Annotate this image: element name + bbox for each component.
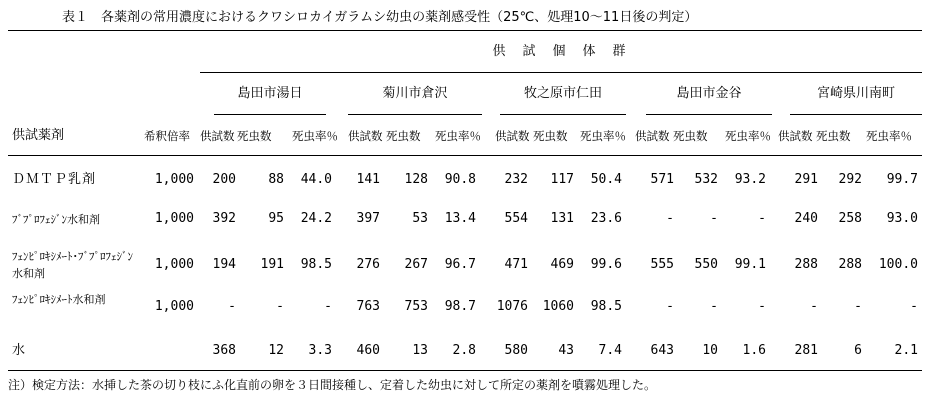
cell-rate: - bbox=[758, 211, 766, 226]
cell-rate: 13.4 bbox=[444, 211, 476, 226]
cell-rate: 2.1 bbox=[894, 343, 918, 358]
cell-rate: 99.1 bbox=[734, 257, 766, 272]
cell-dead: 6 bbox=[854, 343, 862, 358]
drug-name: ﾌﾞﾌﾟﾛﾌｪｼﾞﾝ水和剤 bbox=[12, 213, 100, 226]
cell-dead: 43 bbox=[558, 343, 574, 358]
row-header: 供試薬剤 bbox=[12, 128, 65, 143]
cell-rate: 99.7 bbox=[886, 172, 918, 187]
cell-tested: 276 bbox=[356, 257, 380, 272]
cell-tested: 1076 bbox=[496, 299, 528, 314]
pop-rule-2 bbox=[348, 114, 482, 115]
cell-dead: - bbox=[276, 299, 284, 314]
cell-rate: - bbox=[324, 299, 332, 314]
cell-tested: 368 bbox=[212, 343, 236, 358]
cell-dead: - bbox=[710, 211, 718, 226]
cell-rate: 90.8 bbox=[444, 172, 476, 187]
cell-rate: 24.2 bbox=[300, 211, 332, 226]
cell-tested: 392 bbox=[212, 211, 236, 226]
cell-dead: 550 bbox=[694, 257, 718, 272]
col-dead-2: 死虫数 bbox=[386, 129, 421, 143]
cell-dead: 292 bbox=[838, 172, 862, 187]
cell-dead: 10 bbox=[702, 343, 718, 358]
pop-rule-1 bbox=[214, 114, 326, 115]
table-title: 表１ 各薬剤の常用濃度におけるクワシロカイガラムシ幼虫の薬剤感受性（25℃、処理10～11日後の判定） bbox=[62, 10, 698, 25]
population-header-5: 宮崎県川南町 bbox=[816, 86, 895, 101]
cell-tested: 554 bbox=[504, 211, 528, 226]
top-rule bbox=[8, 30, 922, 31]
cell-dead: 1060 bbox=[542, 299, 574, 314]
col-rate-2: 死虫率％ bbox=[435, 129, 481, 143]
col-rate-4: 死虫率％ bbox=[725, 129, 771, 143]
cell-dead: 13 bbox=[412, 343, 428, 358]
dilution-value: 1,000 bbox=[154, 211, 194, 226]
col-tested-1: 供試数 bbox=[200, 129, 235, 143]
cell-dead: 288 bbox=[838, 257, 862, 272]
cell-rate: 98.7 bbox=[444, 299, 476, 314]
col-tested-4: 供試数 bbox=[635, 129, 670, 143]
cell-tested: 232 bbox=[504, 172, 528, 187]
cell-tested: - bbox=[810, 299, 818, 314]
cell-dead: - bbox=[854, 299, 862, 314]
col-rate-1: 死虫率％ bbox=[292, 129, 338, 143]
cell-tested: 288 bbox=[794, 257, 818, 272]
col-dead-5: 死虫数 bbox=[816, 129, 851, 143]
cell-dead: 88 bbox=[268, 172, 284, 187]
cell-tested: 763 bbox=[356, 299, 380, 314]
pop-rule-4 bbox=[646, 114, 772, 115]
cell-dead: - bbox=[710, 299, 718, 314]
cell-tested: 194 bbox=[212, 257, 236, 272]
cell-tested: 240 bbox=[794, 211, 818, 226]
population-header-2: 菊川市倉沢 bbox=[382, 86, 448, 101]
bottom-rule bbox=[8, 370, 922, 371]
cell-rate: 93.0 bbox=[886, 211, 918, 226]
cell-rate: 2.8 bbox=[452, 343, 476, 358]
cell-dead: 191 bbox=[260, 257, 284, 272]
cell-tested: 141 bbox=[356, 172, 380, 187]
cell-tested: 580 bbox=[504, 343, 528, 358]
cell-rate: 100.0 bbox=[878, 257, 918, 272]
population-header-1: 島田市湯日 bbox=[237, 86, 303, 101]
cell-tested: 200 bbox=[212, 172, 236, 187]
cell-rate: 98.5 bbox=[300, 257, 332, 272]
drug-name: ﾌｪﾝﾋﾟﾛｷｼﾒｰﾄ水和剤 bbox=[12, 293, 106, 306]
col-tested-5: 供試数 bbox=[778, 129, 813, 143]
col-dead-1: 死虫数 bbox=[237, 129, 272, 143]
cell-rate: 96.7 bbox=[444, 257, 476, 272]
cell-dead: 258 bbox=[838, 211, 862, 226]
cell-dead: 532 bbox=[694, 172, 718, 187]
cell-tested: 555 bbox=[650, 257, 674, 272]
col-dead-3: 死虫数 bbox=[533, 129, 568, 143]
cell-rate: 3.3 bbox=[308, 343, 332, 358]
cell-tested: 643 bbox=[650, 343, 674, 358]
cell-rate: 93.2 bbox=[734, 172, 766, 187]
cell-tested: 471 bbox=[504, 257, 528, 272]
pop-rule-5 bbox=[790, 114, 922, 115]
cell-rate: 50.4 bbox=[590, 172, 622, 187]
cell-tested: - bbox=[228, 299, 236, 314]
col-tested-3: 供試数 bbox=[495, 129, 530, 143]
cell-rate: 23.6 bbox=[590, 211, 622, 226]
cell-dead: 117 bbox=[550, 172, 574, 187]
pop-rule-3 bbox=[500, 114, 626, 115]
cell-dead: 128 bbox=[404, 172, 428, 187]
cell-rate: 44.0 bbox=[300, 172, 332, 187]
dilution-header: 希釈倍率 bbox=[144, 129, 190, 143]
cell-dead: 12 bbox=[268, 343, 284, 358]
footnote: 注）検定方法：水挿した茶の切り枝にふ化直前の卵を３日間接種し、定着した幼虫に対して所定の薬剤を噴霧処理した。 bbox=[8, 378, 657, 392]
cell-tested: 281 bbox=[794, 343, 818, 358]
cell-dead: 753 bbox=[404, 299, 428, 314]
cell-tested: 571 bbox=[650, 172, 674, 187]
population-header-3: 牧之原市仁田 bbox=[523, 86, 602, 101]
cell-tested: 397 bbox=[356, 211, 380, 226]
cell-tested: 460 bbox=[356, 343, 380, 358]
col-dead-4: 死虫数 bbox=[673, 129, 708, 143]
cell-rate: - bbox=[758, 299, 766, 314]
dilution-value: 1,000 bbox=[154, 257, 194, 272]
group-label: 供 試 個 体 群 bbox=[492, 44, 628, 59]
cell-rate: - bbox=[910, 299, 918, 314]
dilution-value: 1,000 bbox=[154, 172, 194, 187]
drug-name: ＤＭＴＰ乳剤 bbox=[12, 172, 97, 187]
header-bottom-rule bbox=[8, 155, 922, 156]
drug-name: ﾌｪﾝﾋﾟﾛｷｼﾒｰﾄ･ﾌﾞﾌﾟﾛﾌｪｼﾞﾝ水和剤 bbox=[12, 250, 133, 280]
cell-dead: 267 bbox=[404, 257, 428, 272]
cell-rate: 99.6 bbox=[590, 257, 622, 272]
cell-dead: 53 bbox=[412, 211, 428, 226]
dilution-value: 1,000 bbox=[154, 299, 194, 314]
population-header-4: 島田市金谷 bbox=[676, 86, 742, 101]
col-rate-5: 死虫率％ bbox=[866, 129, 912, 143]
cell-tested: - bbox=[666, 299, 674, 314]
cell-dead: 95 bbox=[268, 211, 284, 226]
cell-rate: 1.6 bbox=[742, 343, 766, 358]
cell-dead: 469 bbox=[550, 257, 574, 272]
drug-name: 水 bbox=[12, 343, 26, 358]
col-rate-3: 死虫率％ bbox=[580, 129, 626, 143]
cell-rate: 98.5 bbox=[590, 299, 622, 314]
cell-tested: - bbox=[666, 211, 674, 226]
cell-tested: 291 bbox=[794, 172, 818, 187]
col-tested-2: 供試数 bbox=[348, 129, 383, 143]
cell-dead: 131 bbox=[550, 211, 574, 226]
group-rule bbox=[200, 72, 922, 73]
cell-rate: 7.4 bbox=[598, 343, 622, 358]
